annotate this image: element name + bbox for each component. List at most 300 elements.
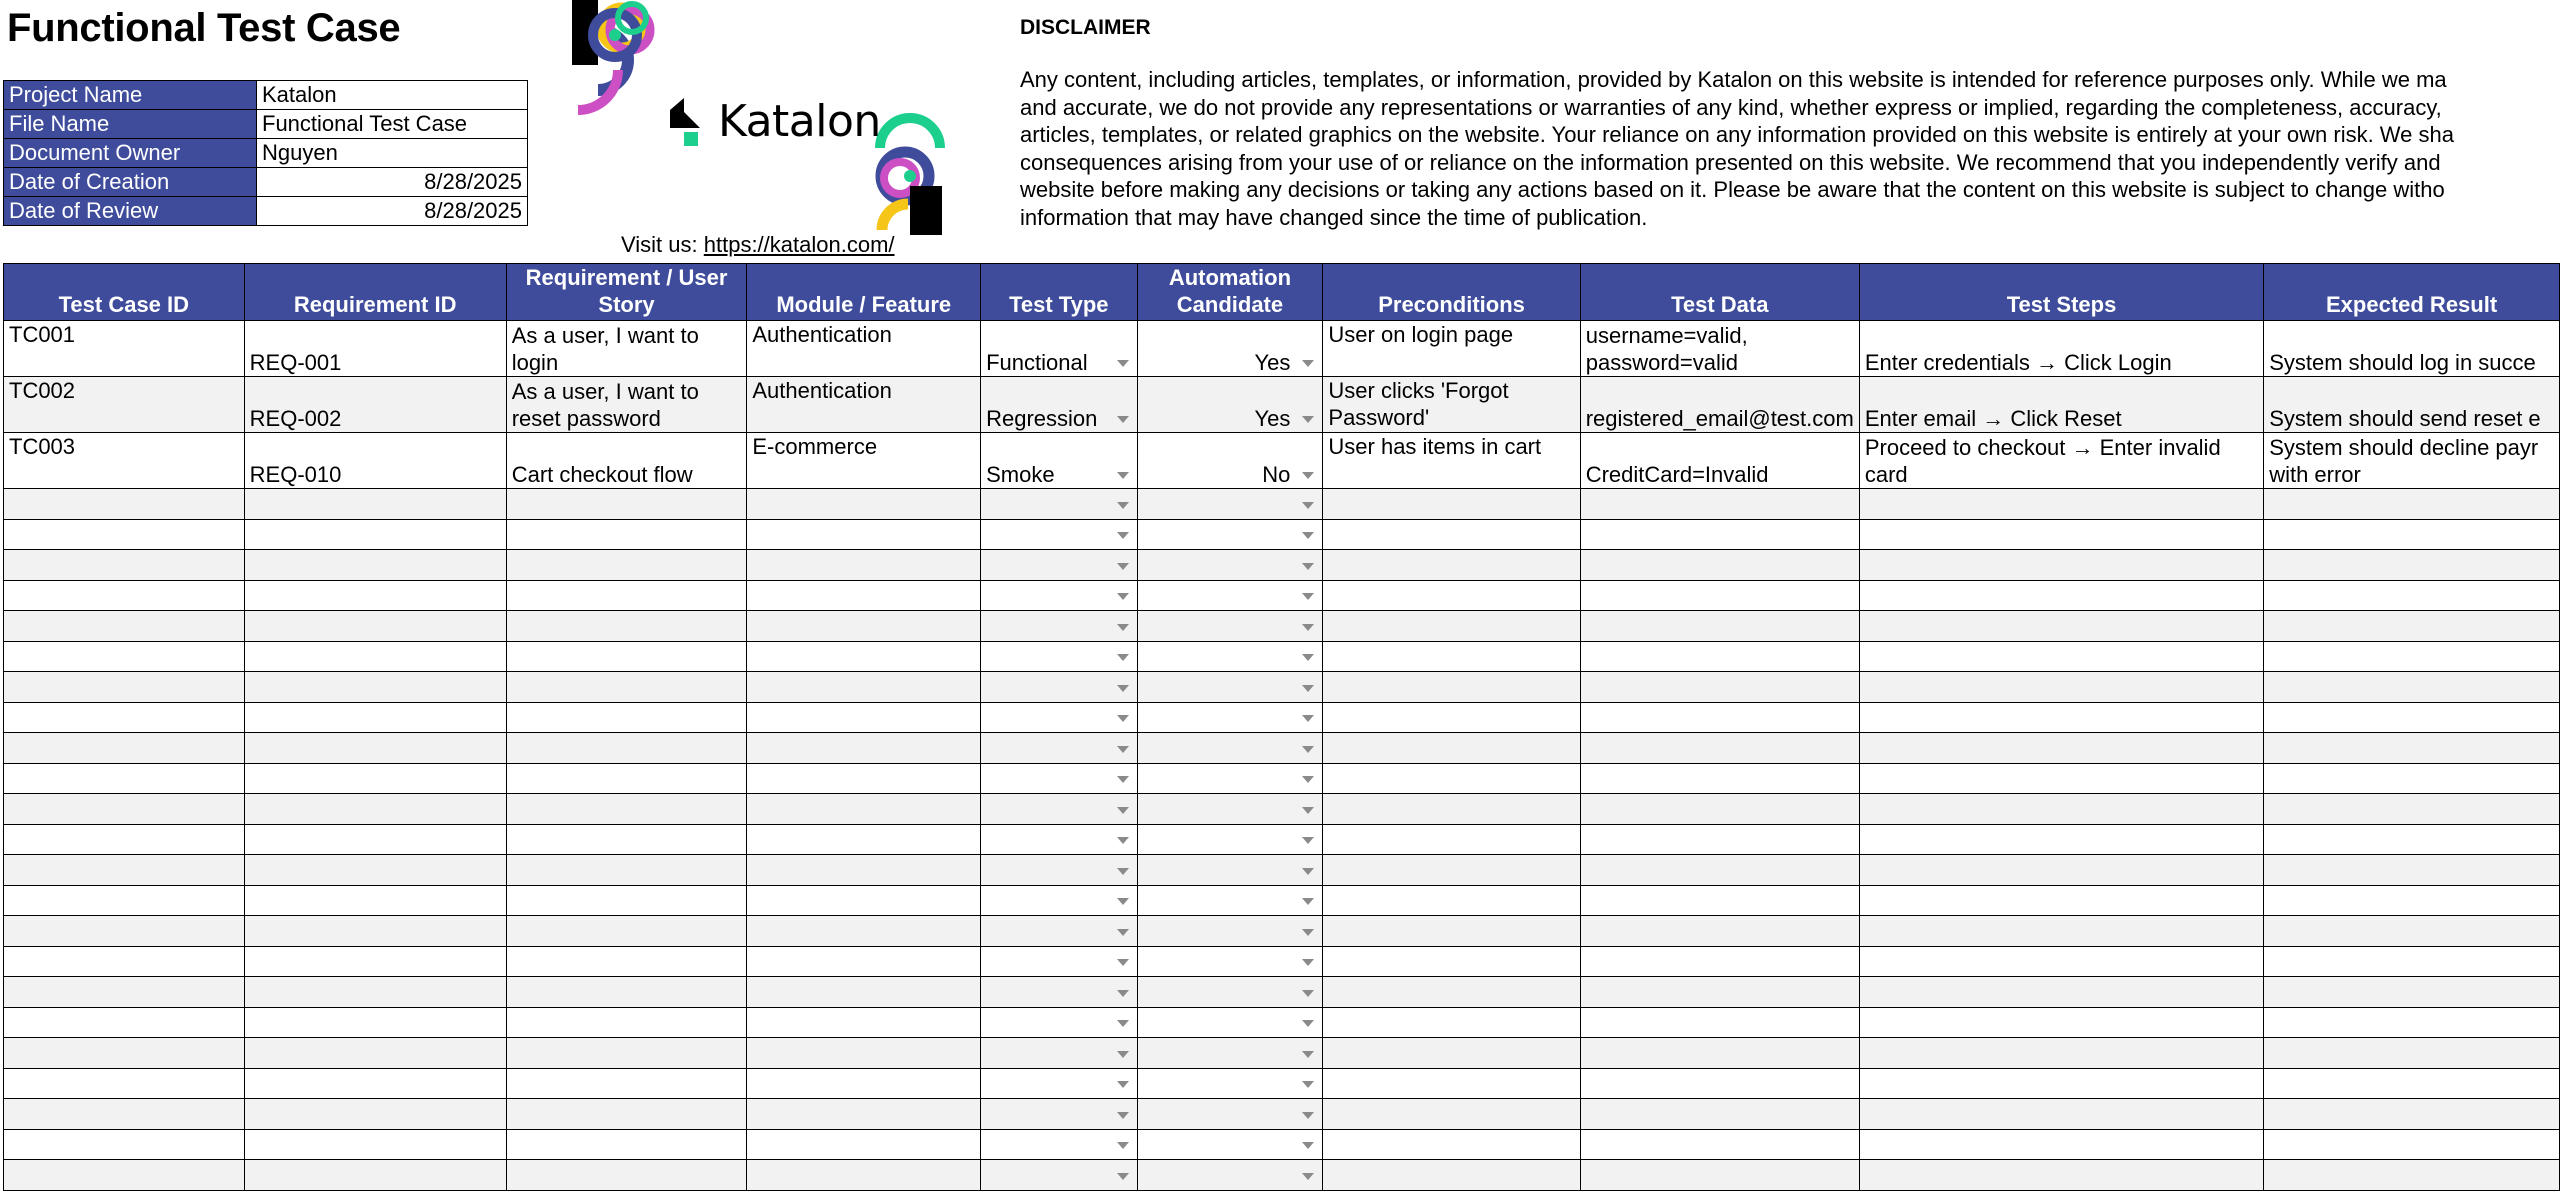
cell-steps[interactable] (1859, 321, 2263, 377)
dropdown-arrow-icon[interactable] (1117, 1081, 1129, 1088)
empty-cell[interactable] (244, 641, 506, 672)
empty-cell[interactable] (747, 519, 981, 550)
empty-cell[interactable] (4, 519, 245, 550)
empty-cell[interactable] (1580, 641, 1859, 672)
empty-cell[interactable] (4, 672, 245, 703)
empty-cell[interactable] (244, 1038, 506, 1069)
cell-story[interactable] (506, 377, 747, 433)
dropdown-arrow-icon[interactable] (1117, 593, 1129, 600)
empty-cell[interactable] (2264, 977, 2560, 1008)
empty-cell[interactable] (747, 1068, 981, 1099)
dropdown-arrow-icon[interactable] (1117, 472, 1129, 479)
empty-cell[interactable] (1859, 550, 2263, 581)
empty-cell[interactable] (2264, 1129, 2560, 1160)
empty-cell[interactable] (4, 1129, 245, 1160)
dropdown-arrow-icon[interactable] (1302, 502, 1314, 509)
dropdown-arrow-icon[interactable] (1302, 416, 1314, 423)
empty-cell[interactable] (981, 702, 1137, 733)
dropdown-arrow-icon[interactable] (1117, 360, 1129, 367)
empty-cell[interactable] (2264, 946, 2560, 977)
empty-cell[interactable] (244, 1007, 506, 1038)
cell-pre[interactable] (1323, 433, 1580, 489)
empty-cell[interactable] (1323, 916, 1580, 947)
empty-cell[interactable] (506, 1038, 747, 1069)
empty-cell[interactable] (506, 733, 747, 764)
empty-cell[interactable] (1323, 794, 1580, 825)
empty-cell[interactable] (1323, 763, 1580, 794)
cell-type[interactable] (981, 433, 1137, 489)
dropdown-arrow-icon[interactable] (1302, 563, 1314, 570)
cell-steps[interactable] (1859, 377, 2263, 433)
empty-cell[interactable] (506, 489, 747, 520)
empty-cell[interactable] (1580, 916, 1859, 947)
empty-cell[interactable] (1859, 977, 2263, 1008)
empty-cell[interactable] (4, 580, 245, 611)
empty-cell[interactable] (981, 519, 1137, 550)
dropdown-arrow-icon[interactable] (1302, 685, 1314, 692)
dropdown-arrow-icon[interactable] (1117, 715, 1129, 722)
empty-cell[interactable] (747, 1160, 981, 1191)
dropdown-arrow-icon[interactable] (1117, 868, 1129, 875)
dropdown-arrow-icon[interactable] (1117, 1020, 1129, 1027)
dropdown-arrow-icon[interactable] (1117, 685, 1129, 692)
empty-cell[interactable] (4, 1068, 245, 1099)
empty-cell[interactable] (1137, 977, 1323, 1008)
column-header[interactable]: Test Data (1580, 264, 1859, 321)
empty-cell[interactable] (747, 1038, 981, 1069)
empty-cell[interactable] (1580, 550, 1859, 581)
empty-cell[interactable] (747, 733, 981, 764)
empty-cell[interactable] (1323, 641, 1580, 672)
cell-pre[interactable] (1323, 377, 1580, 433)
empty-cell[interactable] (506, 702, 747, 733)
empty-cell[interactable] (506, 641, 747, 672)
empty-cell[interactable] (4, 916, 245, 947)
empty-cell[interactable] (1137, 794, 1323, 825)
empty-cell[interactable] (1580, 489, 1859, 520)
empty-cell[interactable] (244, 977, 506, 1008)
cell-module[interactable] (747, 321, 981, 377)
empty-cell[interactable] (1859, 1160, 2263, 1191)
column-header[interactable]: Module / Feature (747, 264, 981, 321)
empty-cell[interactable] (2264, 824, 2560, 855)
empty-cell[interactable] (1323, 977, 1580, 1008)
empty-cell[interactable] (1859, 641, 2263, 672)
empty-cell[interactable] (506, 885, 747, 916)
empty-cell[interactable] (4, 855, 245, 886)
empty-cell[interactable] (244, 824, 506, 855)
empty-cell[interactable] (2264, 916, 2560, 947)
cell-auto[interactable] (1137, 321, 1323, 377)
empty-cell[interactable] (1859, 794, 2263, 825)
empty-cell[interactable] (4, 702, 245, 733)
empty-cell[interactable] (747, 916, 981, 947)
empty-cell[interactable] (1137, 519, 1323, 550)
empty-cell[interactable] (747, 1007, 981, 1038)
cell-story[interactable] (506, 433, 747, 489)
empty-cell[interactable] (244, 550, 506, 581)
empty-cell[interactable] (1323, 672, 1580, 703)
empty-cell[interactable] (506, 580, 747, 611)
empty-cell[interactable] (1137, 672, 1323, 703)
empty-cell[interactable] (4, 1160, 245, 1191)
dropdown-arrow-icon[interactable] (1117, 1051, 1129, 1058)
cell-steps[interactable] (1859, 433, 2263, 489)
empty-cell[interactable] (1323, 885, 1580, 916)
empty-cell[interactable] (506, 977, 747, 1008)
dropdown-arrow-icon[interactable] (1302, 959, 1314, 966)
dropdown-arrow-icon[interactable] (1117, 807, 1129, 814)
empty-cell[interactable] (981, 1007, 1137, 1038)
empty-cell[interactable] (506, 1068, 747, 1099)
column-header[interactable]: Test Case ID (4, 264, 245, 321)
empty-cell[interactable] (747, 641, 981, 672)
cell-id[interactable] (4, 433, 245, 489)
empty-cell[interactable] (244, 672, 506, 703)
cell-req[interactable] (244, 377, 506, 433)
empty-cell[interactable] (244, 580, 506, 611)
cell-data[interactable] (1580, 321, 1859, 377)
dropdown-arrow-icon[interactable] (1117, 532, 1129, 539)
empty-cell[interactable] (244, 885, 506, 916)
empty-cell[interactable] (1580, 519, 1859, 550)
empty-cell[interactable] (1323, 580, 1580, 611)
dropdown-arrow-icon[interactable] (1302, 898, 1314, 905)
empty-cell[interactable] (981, 550, 1137, 581)
dropdown-arrow-icon[interactable] (1117, 898, 1129, 905)
dropdown-arrow-icon[interactable] (1302, 1020, 1314, 1027)
cell-id[interactable] (4, 321, 245, 377)
empty-cell[interactable] (1580, 733, 1859, 764)
empty-cell[interactable] (506, 550, 747, 581)
empty-cell[interactable] (747, 763, 981, 794)
empty-cell[interactable] (2264, 733, 2560, 764)
dropdown-arrow-icon[interactable] (1302, 746, 1314, 753)
empty-cell[interactable] (981, 794, 1137, 825)
empty-cell[interactable] (2264, 611, 2560, 642)
info-value[interactable]: Nguyen (257, 139, 528, 168)
cell-expected[interactable] (2264, 321, 2560, 377)
column-header[interactable]: Expected Result (2264, 264, 2560, 321)
empty-cell[interactable] (1859, 519, 2263, 550)
dropdown-arrow-icon[interactable] (1117, 929, 1129, 936)
empty-cell[interactable] (2264, 885, 2560, 916)
empty-cell[interactable] (747, 1099, 981, 1130)
dropdown-arrow-icon[interactable] (1117, 654, 1129, 661)
empty-cell[interactable] (1323, 1007, 1580, 1038)
empty-cell[interactable] (2264, 1160, 2560, 1191)
column-header[interactable]: Test Steps (1859, 264, 2263, 321)
empty-cell[interactable] (747, 550, 981, 581)
empty-cell[interactable] (244, 1160, 506, 1191)
empty-cell[interactable] (1323, 1160, 1580, 1191)
empty-cell[interactable] (747, 946, 981, 977)
column-header[interactable]: Requirement ID (244, 264, 506, 321)
empty-cell[interactable] (1859, 824, 2263, 855)
empty-cell[interactable] (981, 885, 1137, 916)
empty-cell[interactable] (1580, 672, 1859, 703)
cell-auto[interactable] (1137, 377, 1323, 433)
empty-cell[interactable] (4, 946, 245, 977)
empty-cell[interactable] (1859, 763, 2263, 794)
empty-cell[interactable] (1859, 489, 2263, 520)
empty-cell[interactable] (506, 794, 747, 825)
empty-cell[interactable] (747, 855, 981, 886)
dropdown-arrow-icon[interactable] (1117, 416, 1129, 423)
empty-cell[interactable] (1137, 1068, 1323, 1099)
empty-cell[interactable] (1137, 946, 1323, 977)
empty-cell[interactable] (747, 489, 981, 520)
empty-cell[interactable] (1323, 1038, 1580, 1069)
empty-cell[interactable] (244, 794, 506, 825)
column-header[interactable]: Requirement / User Story (506, 264, 747, 321)
empty-cell[interactable] (1137, 763, 1323, 794)
dropdown-arrow-icon[interactable] (1302, 837, 1314, 844)
dropdown-arrow-icon[interactable] (1117, 624, 1129, 631)
empty-cell[interactable] (1580, 1099, 1859, 1130)
empty-cell[interactable] (2264, 1099, 2560, 1130)
empty-cell[interactable] (1580, 580, 1859, 611)
empty-cell[interactable] (1137, 1007, 1323, 1038)
empty-cell[interactable] (981, 763, 1137, 794)
empty-cell[interactable] (1323, 1099, 1580, 1130)
empty-cell[interactable] (1137, 550, 1323, 581)
empty-cell[interactable] (981, 489, 1137, 520)
info-value[interactable]: Functional Test Case (257, 110, 528, 139)
cell-data[interactable] (1580, 433, 1859, 489)
empty-cell[interactable] (1137, 641, 1323, 672)
empty-cell[interactable] (1859, 885, 2263, 916)
empty-cell[interactable] (747, 977, 981, 1008)
empty-cell[interactable] (1859, 672, 2263, 703)
empty-cell[interactable] (981, 611, 1137, 642)
dropdown-arrow-icon[interactable] (1302, 776, 1314, 783)
empty-cell[interactable] (981, 916, 1137, 947)
empty-cell[interactable] (1137, 1099, 1323, 1130)
empty-cell[interactable] (4, 885, 245, 916)
empty-cell[interactable] (981, 580, 1137, 611)
empty-cell[interactable] (1580, 1038, 1859, 1069)
empty-cell[interactable] (1323, 1129, 1580, 1160)
empty-cell[interactable] (506, 1129, 747, 1160)
dropdown-arrow-icon[interactable] (1302, 472, 1314, 479)
info-value[interactable]: 8/28/2025 (257, 197, 528, 226)
empty-cell[interactable] (1137, 1160, 1323, 1191)
dropdown-arrow-icon[interactable] (1302, 1112, 1314, 1119)
cell-auto[interactable] (1137, 433, 1323, 489)
empty-cell[interactable] (1137, 824, 1323, 855)
empty-cell[interactable] (4, 763, 245, 794)
dropdown-arrow-icon[interactable] (1117, 502, 1129, 509)
empty-cell[interactable] (2264, 794, 2560, 825)
empty-cell[interactable] (506, 763, 747, 794)
empty-cell[interactable] (1580, 1129, 1859, 1160)
empty-cell[interactable] (1323, 519, 1580, 550)
dropdown-arrow-icon[interactable] (1117, 746, 1129, 753)
empty-cell[interactable] (1580, 946, 1859, 977)
empty-cell[interactable] (1323, 611, 1580, 642)
empty-cell[interactable] (1323, 855, 1580, 886)
dropdown-arrow-icon[interactable] (1117, 837, 1129, 844)
cell-type[interactable] (981, 377, 1137, 433)
empty-cell[interactable] (747, 1129, 981, 1160)
dropdown-arrow-icon[interactable] (1117, 1112, 1129, 1119)
cell-id[interactable] (4, 377, 245, 433)
cell-type[interactable] (981, 321, 1137, 377)
dropdown-arrow-icon[interactable] (1117, 959, 1129, 966)
empty-cell[interactable] (1859, 702, 2263, 733)
empty-cell[interactable] (981, 1068, 1137, 1099)
dropdown-arrow-icon[interactable] (1117, 563, 1129, 570)
empty-cell[interactable] (1137, 702, 1323, 733)
cell-story[interactable] (506, 321, 747, 377)
empty-cell[interactable] (4, 977, 245, 1008)
empty-cell[interactable] (4, 1099, 245, 1130)
cell-pre[interactable] (1323, 321, 1580, 377)
dropdown-arrow-icon[interactable] (1117, 1173, 1129, 1180)
empty-cell[interactable] (1859, 855, 2263, 886)
empty-cell[interactable] (1580, 1160, 1859, 1191)
info-value[interactable]: 8/28/2025 (257, 168, 528, 197)
empty-cell[interactable] (2264, 550, 2560, 581)
dropdown-arrow-icon[interactable] (1302, 360, 1314, 367)
empty-cell[interactable] (1580, 885, 1859, 916)
dropdown-arrow-icon[interactable] (1302, 1051, 1314, 1058)
empty-cell[interactable] (981, 1099, 1137, 1130)
dropdown-arrow-icon[interactable] (1302, 715, 1314, 722)
empty-cell[interactable] (1859, 1099, 2263, 1130)
empty-cell[interactable] (2264, 519, 2560, 550)
cell-expected[interactable] (2264, 377, 2560, 433)
empty-cell[interactable] (1137, 885, 1323, 916)
empty-cell[interactable] (506, 1160, 747, 1191)
empty-cell[interactable] (747, 824, 981, 855)
empty-cell[interactable] (2264, 580, 2560, 611)
empty-cell[interactable] (1859, 611, 2263, 642)
dropdown-arrow-icon[interactable] (1302, 1081, 1314, 1088)
empty-cell[interactable] (506, 672, 747, 703)
empty-cell[interactable] (2264, 1068, 2560, 1099)
empty-cell[interactable] (1323, 1068, 1580, 1099)
empty-cell[interactable] (2264, 672, 2560, 703)
empty-cell[interactable] (506, 824, 747, 855)
empty-cell[interactable] (747, 885, 981, 916)
empty-cell[interactable] (981, 733, 1137, 764)
empty-cell[interactable] (1859, 1007, 2263, 1038)
empty-cell[interactable] (244, 733, 506, 764)
empty-cell[interactable] (4, 824, 245, 855)
empty-cell[interactable] (506, 611, 747, 642)
empty-cell[interactable] (4, 550, 245, 581)
empty-cell[interactable] (1137, 1129, 1323, 1160)
empty-cell[interactable] (2264, 489, 2560, 520)
dropdown-arrow-icon[interactable] (1302, 593, 1314, 600)
empty-cell[interactable] (4, 489, 245, 520)
empty-cell[interactable] (1580, 824, 1859, 855)
info-value[interactable]: Katalon (257, 81, 528, 110)
empty-cell[interactable] (506, 1007, 747, 1038)
cell-module[interactable] (747, 433, 981, 489)
empty-cell[interactable] (747, 580, 981, 611)
dropdown-arrow-icon[interactable] (1302, 868, 1314, 875)
empty-cell[interactable] (1323, 702, 1580, 733)
cell-req[interactable] (244, 321, 506, 377)
empty-cell[interactable] (4, 611, 245, 642)
empty-cell[interactable] (4, 733, 245, 764)
empty-cell[interactable] (1859, 946, 2263, 977)
empty-cell[interactable] (1137, 916, 1323, 947)
empty-cell[interactable] (506, 855, 747, 886)
empty-cell[interactable] (981, 824, 1137, 855)
dropdown-arrow-icon[interactable] (1117, 776, 1129, 783)
empty-cell[interactable] (1859, 1038, 2263, 1069)
empty-cell[interactable] (2264, 1007, 2560, 1038)
empty-cell[interactable] (4, 641, 245, 672)
dropdown-arrow-icon[interactable] (1302, 532, 1314, 539)
empty-cell[interactable] (1580, 763, 1859, 794)
dropdown-arrow-icon[interactable] (1302, 990, 1314, 997)
empty-cell[interactable] (244, 1068, 506, 1099)
empty-cell[interactable] (4, 794, 245, 825)
empty-cell[interactable] (1137, 489, 1323, 520)
empty-cell[interactable] (1580, 1068, 1859, 1099)
empty-cell[interactable] (1323, 733, 1580, 764)
empty-cell[interactable] (981, 1160, 1137, 1191)
empty-cell[interactable] (1580, 1007, 1859, 1038)
dropdown-arrow-icon[interactable] (1117, 990, 1129, 997)
dropdown-arrow-icon[interactable] (1117, 1142, 1129, 1149)
katalon-link[interactable]: https://katalon.com/ (703, 232, 895, 257)
empty-cell[interactable] (244, 916, 506, 947)
empty-cell[interactable] (1859, 580, 2263, 611)
empty-cell[interactable] (981, 672, 1137, 703)
empty-cell[interactable] (981, 1129, 1137, 1160)
empty-cell[interactable] (1137, 855, 1323, 886)
empty-cell[interactable] (1137, 611, 1323, 642)
empty-cell[interactable] (747, 702, 981, 733)
empty-cell[interactable] (506, 1099, 747, 1130)
empty-cell[interactable] (1323, 550, 1580, 581)
empty-cell[interactable] (1580, 855, 1859, 886)
empty-cell[interactable] (1859, 916, 2263, 947)
empty-cell[interactable] (506, 916, 747, 947)
empty-cell[interactable] (4, 1038, 245, 1069)
empty-cell[interactable] (244, 1099, 506, 1130)
empty-cell[interactable] (981, 977, 1137, 1008)
empty-cell[interactable] (244, 1129, 506, 1160)
empty-cell[interactable] (2264, 763, 2560, 794)
column-header[interactable]: Test Type (981, 264, 1137, 321)
cell-module[interactable] (747, 377, 981, 433)
empty-cell[interactable] (244, 519, 506, 550)
empty-cell[interactable] (4, 1007, 245, 1038)
dropdown-arrow-icon[interactable] (1302, 624, 1314, 631)
cell-req[interactable] (244, 433, 506, 489)
empty-cell[interactable] (1859, 1129, 2263, 1160)
dropdown-arrow-icon[interactable] (1302, 929, 1314, 936)
column-header[interactable]: Automation Candidate (1137, 264, 1323, 321)
empty-cell[interactable] (981, 855, 1137, 886)
empty-cell[interactable] (981, 946, 1137, 977)
dropdown-arrow-icon[interactable] (1302, 1142, 1314, 1149)
empty-cell[interactable] (1580, 611, 1859, 642)
empty-cell[interactable] (981, 1038, 1137, 1069)
column-header[interactable]: Preconditions (1323, 264, 1580, 321)
empty-cell[interactable] (981, 641, 1137, 672)
empty-cell[interactable] (1137, 580, 1323, 611)
empty-cell[interactable] (747, 794, 981, 825)
empty-cell[interactable] (1137, 733, 1323, 764)
